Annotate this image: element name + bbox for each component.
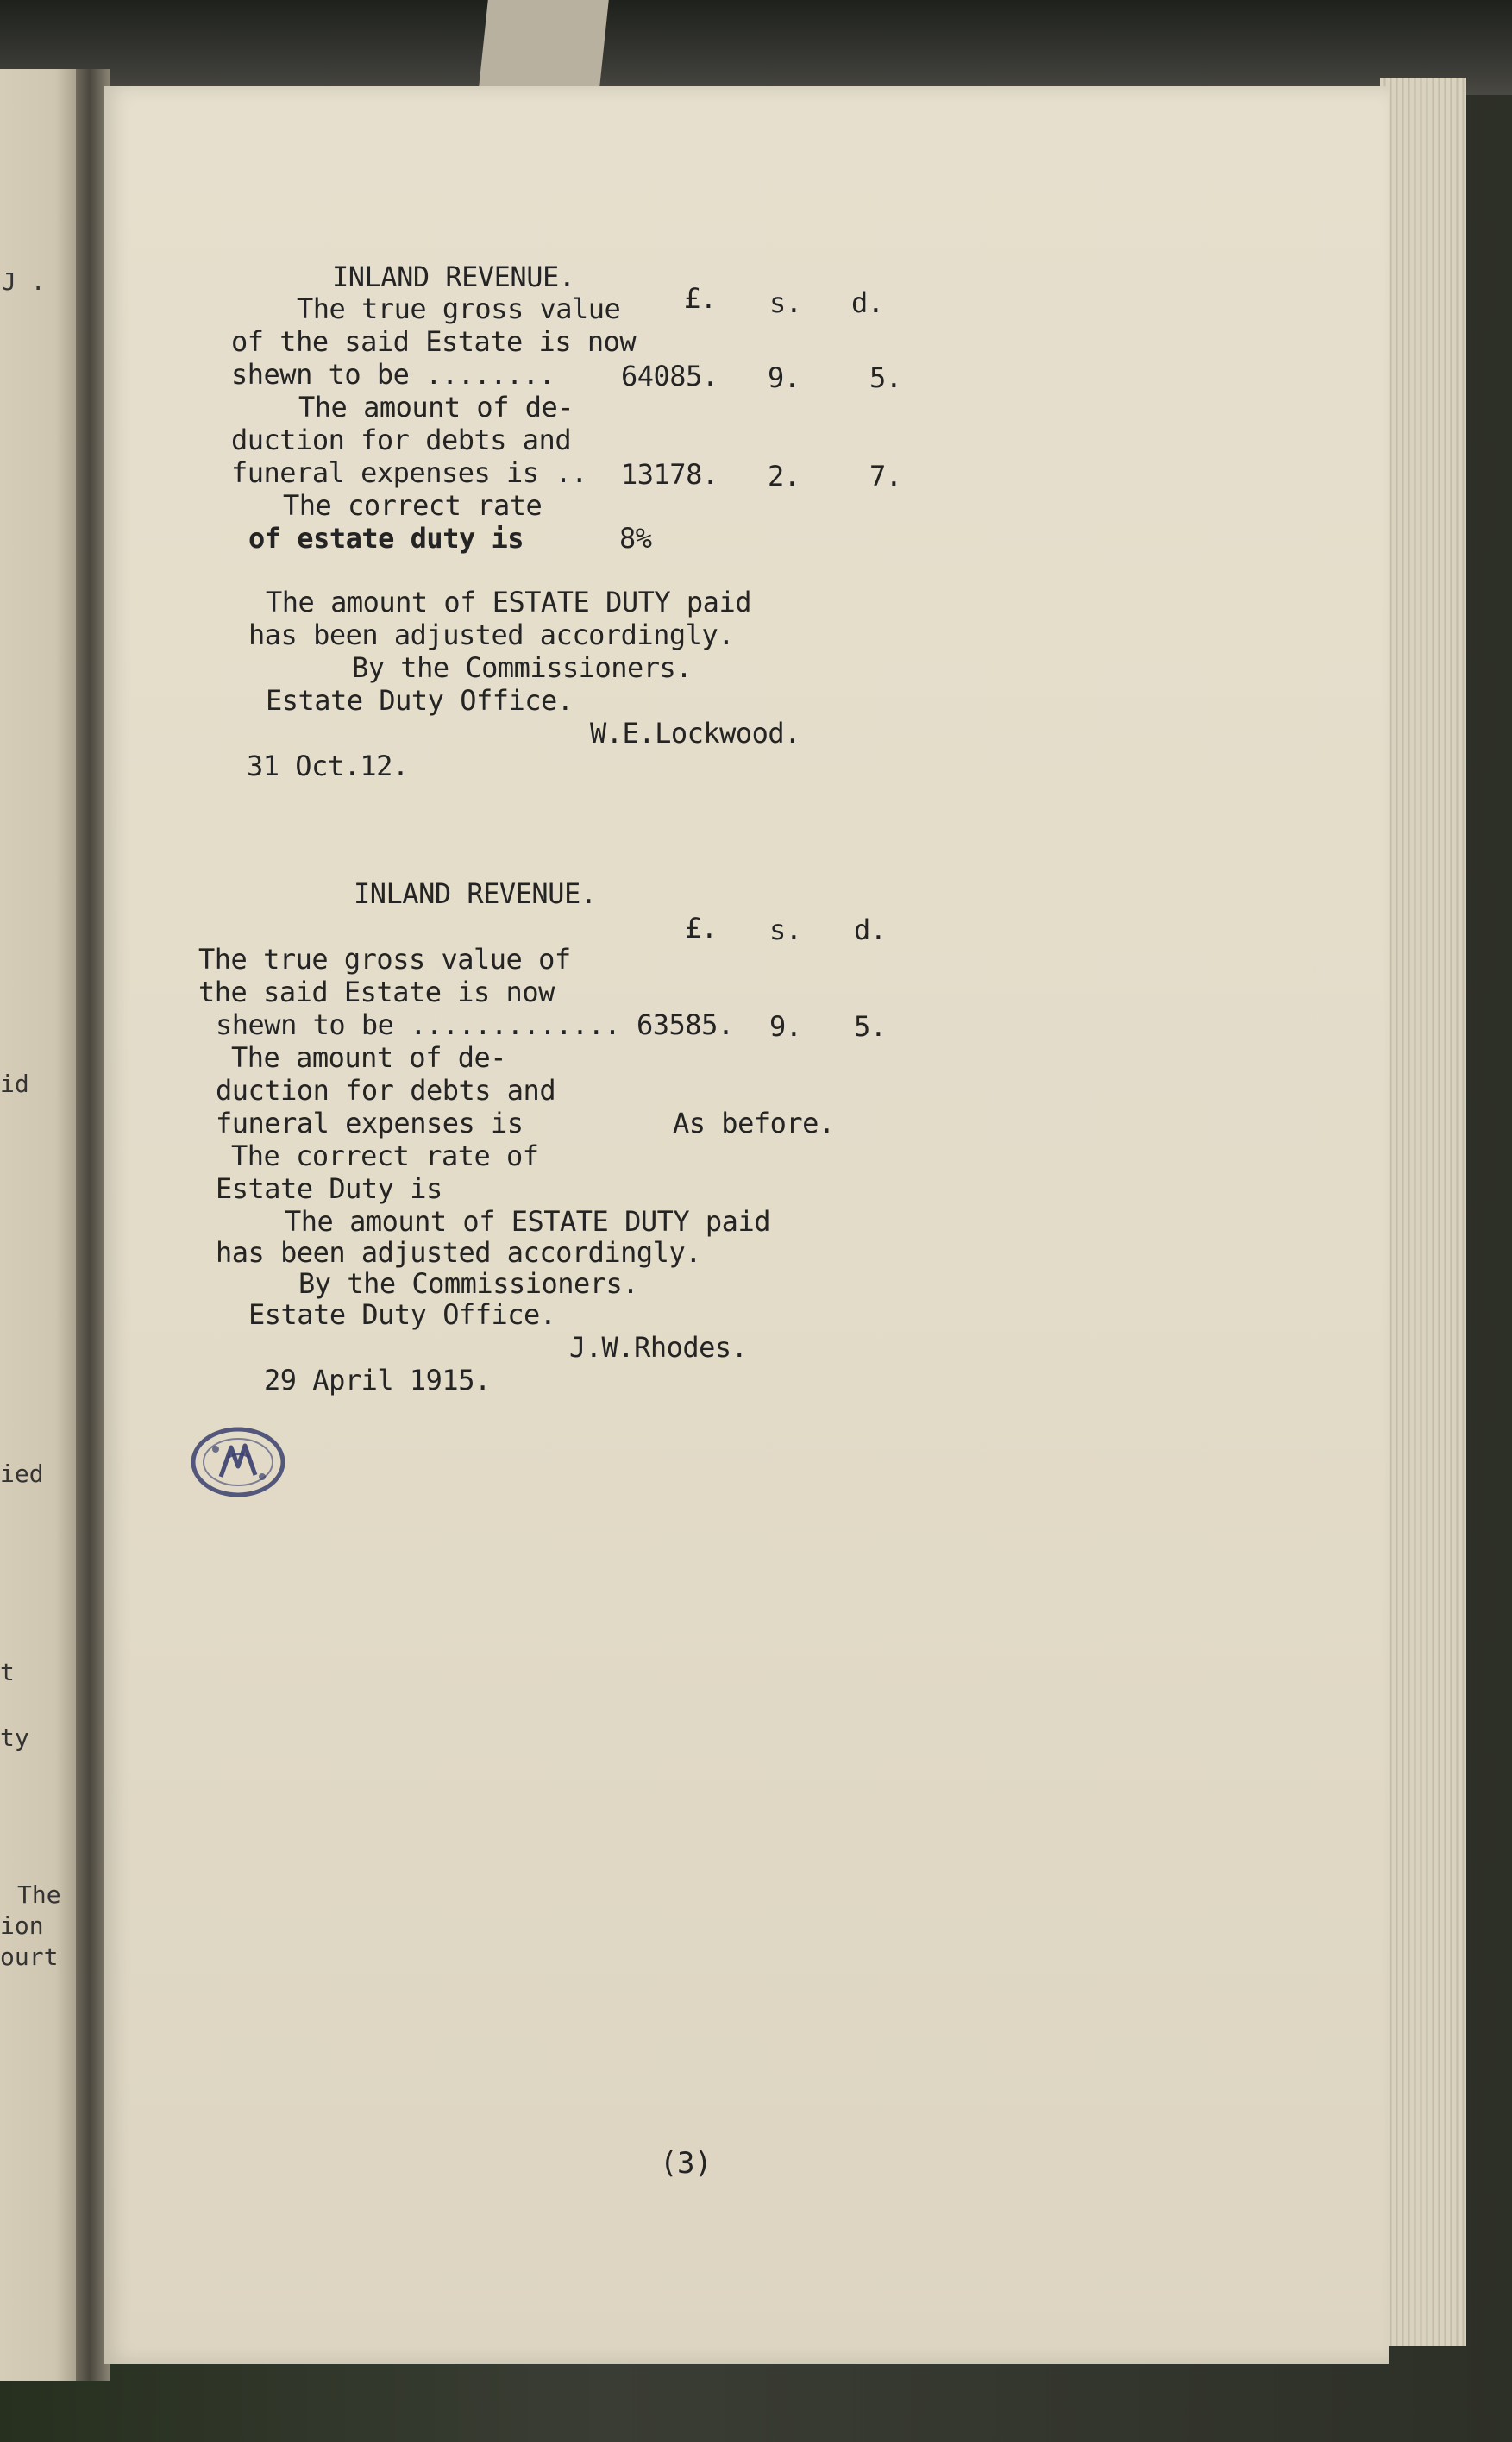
pounds-column-header: £. <box>684 282 717 315</box>
entry-2-line: the said Estate is now <box>198 976 555 1008</box>
gross-value-pounds: 63585. <box>637 1008 734 1041</box>
entry-1-line: of estate duty is <box>248 522 524 555</box>
page-stack-edge <box>1380 78 1466 2346</box>
left-fragment: ied <box>0 1460 44 1488</box>
entry-1-signature: W.E.Lockwood. <box>590 717 800 750</box>
entry-1-line: The amount of ESTATE DUTY paid <box>266 586 751 618</box>
entry-2-line: The correct rate of <box>231 1139 539 1172</box>
entry-2-line: Estate Duty is <box>216 1172 442 1205</box>
entry-2-line: has been adjusted accordingly. <box>216 1236 701 1269</box>
left-fragment: ion <box>0 1912 44 1940</box>
entry-2-line: The amount of ESTATE DUTY paid <box>285 1205 770 1238</box>
left-fragment: ty <box>0 1723 29 1752</box>
entry-2-heading: INLAND REVENUE. <box>354 877 597 910</box>
entry-1-line: of the said Estate is now <box>231 325 637 358</box>
document-page <box>104 86 1389 2364</box>
entry-2-line: The true gross value of <box>198 943 571 976</box>
left-fragment: ourt <box>0 1943 59 1971</box>
entry-2-date: 29 April 1915. <box>264 1364 491 1397</box>
entry-2-line: Estate Duty Office. <box>248 1298 556 1331</box>
gross-value-pence: 5. <box>869 361 902 394</box>
official-stamp-icon <box>190 1423 286 1501</box>
entry-2-line: The amount of de- <box>231 1041 507 1074</box>
left-fragment: id <box>0 1070 29 1098</box>
left-fragment: t <box>0 1658 15 1686</box>
entry-1-line: The correct rate <box>283 489 543 522</box>
entry-2-signature: J.W.Rhodes. <box>569 1331 748 1364</box>
entry-2-line: duction for debts and <box>216 1074 556 1107</box>
deduction-value-pence: 7. <box>869 460 902 493</box>
pence-column-header: d. <box>851 286 884 319</box>
entry-1-line: The amount of de- <box>298 391 574 424</box>
entry-1-heading: INLAND REVENUE. <box>332 261 575 293</box>
entry-2-line: funeral expenses is <box>216 1107 524 1139</box>
entry-1-line: duction for debts and <box>231 424 572 456</box>
entry-1-line: By the Commissioners. <box>352 651 693 684</box>
shillings-column-header: s. <box>769 286 802 319</box>
pence-column-header: d. <box>854 913 887 946</box>
entry-1-date: 31 Oct.12. <box>247 750 409 782</box>
gross-value-pounds: 64085. <box>621 360 718 392</box>
gross-value-shillings: 9. <box>769 1010 802 1043</box>
shillings-column-header: s. <box>769 913 802 946</box>
binding-label-strip <box>478 0 609 95</box>
left-fragment: The <box>17 1880 61 1909</box>
left-page-edge <box>0 69 79 2381</box>
entry-2-line: By the Commissioners. <box>298 1267 639 1300</box>
entry-1-line: funeral expenses is .. <box>231 456 587 489</box>
pounds-column-header: £. <box>685 912 718 945</box>
deduction-value-pounds: 13178. <box>621 458 718 491</box>
entry-1-line: The true gross value <box>297 292 621 325</box>
top-binding <box>0 0 1512 95</box>
deduction-value-shillings: 2. <box>768 460 800 493</box>
entry-2-line: shewn to be ............. <box>216 1008 621 1041</box>
gross-value-pence: 5. <box>854 1010 887 1043</box>
duty-rate: 8% <box>619 522 652 555</box>
page-number: (3) <box>660 2146 712 2181</box>
left-fragment: J . <box>2 267 46 296</box>
deduction-value: As before. <box>673 1107 835 1139</box>
entry-1-line: shewn to be ........ <box>231 358 555 391</box>
entry-1-line: Estate Duty Office. <box>266 684 574 717</box>
entry-1-line: has been adjusted accordingly. <box>248 618 734 651</box>
gross-value-shillings: 9. <box>768 361 800 394</box>
